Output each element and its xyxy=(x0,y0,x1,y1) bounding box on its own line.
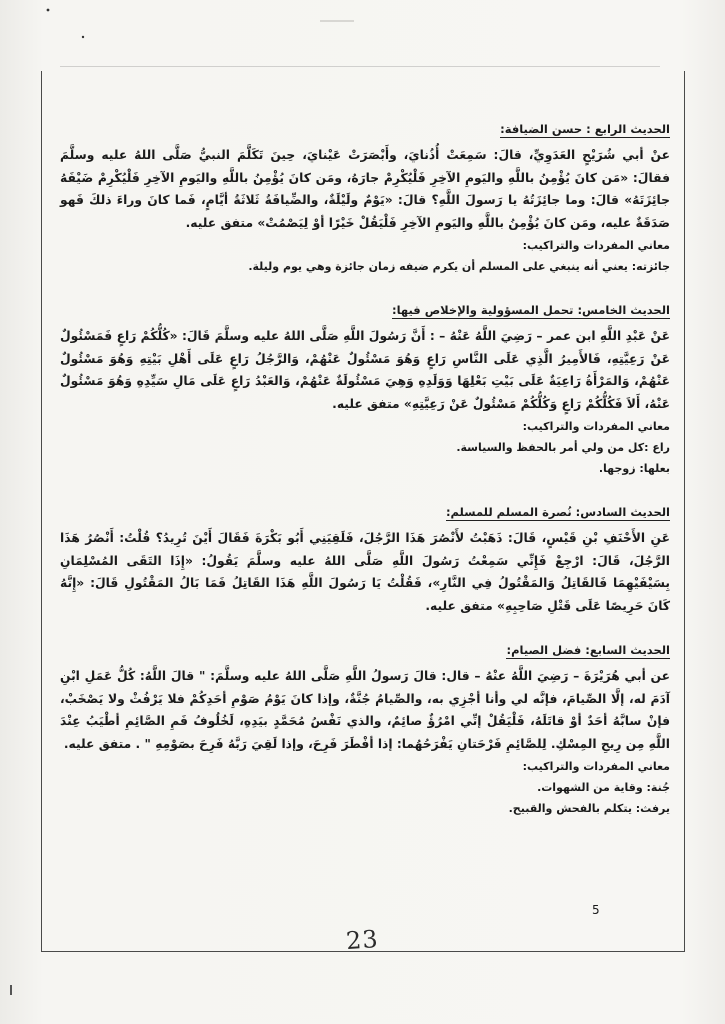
page-number: 5 xyxy=(592,903,600,917)
section-gap xyxy=(60,479,670,501)
hadith-6-heading: الحديث السادس: نُصرة المسلم للمسلم: xyxy=(445,505,670,519)
document-body xyxy=(60,118,670,819)
speck xyxy=(320,20,354,22)
hadith-7-heading: الحديث السابع: فضل الصيام: xyxy=(506,643,670,657)
hadith-7-section xyxy=(60,639,670,819)
hadith-6-text: عَنِ الأَحْنَفِ بْنِ قَيْسٍ، قَالَ: ذَهَبْتُ لأَنْصُرَ هَذَا الرَّجُلَ، فَلَقِيَنِي أَبُو بَكْرَةَ فَقَالَ أَيْنَ تُرِيدُ؟ قُلْتُ: أَنْصُرُ هَذَا الرَّجُلَ، قَالَ: ارْجِعْ فَإِنِّي سَمِعْتُ رَسُولَ اللَّهِ صَلَّى اللهُ عليه وسلَّمَ يَقُولُ: «إِذَا التَقَى المُسْلِمَانِ بِسَيْفَيْهِمَا فَالقَاتِلُ وَالمَقْتُولُ فِي النَّارِ»، فَقُلْتُ يَا رَسُولَ اللَّهِ هَذَا القَاتِلُ فَمَا بَالُ المَقْتُولِ قَالَ: «إِنَّهُ كَانَ حَرِيصًا عَلَى قَتْلِ صَاحِبِهِ» متفق عليه. xyxy=(60,531,670,613)
section-gap xyxy=(60,617,670,639)
top-rule xyxy=(60,66,660,67)
hadith-4-heading: الحديث الرابع : حسن الضيافة: xyxy=(500,122,670,136)
hadith-5-vocab-heading: معاني المفردات والتراكيب: xyxy=(522,420,670,433)
speck xyxy=(10,985,12,995)
hadith-4-text: عنْ أبي شُرَيْحٍ العَدَوِيِّ، قالَ: سَمِعَتْ أُذُنايَ، وأَبْصَرَتْ عَيْنايَ، حِينَ تَكَلَّمَ النبيُّ صَلَّى اللهُ عليه وسلَّمَ فقالَ: «مَن كانَ يُؤْمِنُ باللَّهِ واليَومِ الآخِرِ فَلْيُكْرِمْ جارَهُ، ومَن كانَ يُؤْمِنُ باللَّهِ واليَومِ الآخِرِ فَلْيُكْرِمْ ضَيْفَهُ جائِزَتَهُ» قالَ: وما جائِزَتُهُ يا رَسولَ اللَّهِ؟ قالَ: «يَوْمٌ ولَيْلَةٌ، والضِّيافَةُ ثَلاثَةُ أيَّامٍ، فَما كانَ وراءَ ذلكَ فَهو صَدَقَةٌ عليه، ومَن كانَ يُؤْمِنُ باللَّهِ واليَومِ الآخِرِ فَلْيَقُلْ خَيْرًا أوْ لِيَصْمُتْ» متفق عليه. xyxy=(60,148,670,230)
section-gap xyxy=(60,277,670,299)
hadith-4-section xyxy=(60,118,670,277)
handwritten-page-number: 23 xyxy=(345,924,380,956)
hadith-5-section xyxy=(60,299,670,479)
hadith-5-heading: الحديث الخامس: تحمل المسؤولية والإخلاص فيها: xyxy=(391,303,670,317)
hadith-7-vocab-item: يرفث: يتكلم بالفحش والقبيح. xyxy=(508,802,670,815)
hadith-4-vocab-item: جائزته: يعني أنه ينبغي على المسلم أن يكرم ضيفه زمان جائزة وهي يوم وليلة. xyxy=(248,260,670,273)
speck xyxy=(82,36,84,38)
hadith-6-section xyxy=(60,501,670,617)
speck xyxy=(47,9,50,12)
hadith-7-vocab-item: جُنة: وقاية من الشهوات. xyxy=(537,781,670,794)
hadith-7-text: عن أبي هُرَيْرَةَ – رَضِيَ اللَّهُ عنْهُ – قال: قالَ رَسولُ اللَّهِ صَلَّى اللهُ عليه وسلَّمَ: " قالَ اللَّهُ: كُلُّ عَمَلِ ابْنِ آدَمَ له، إلَّا الصِّيامَ، فإنَّه لي وأنا أجْزِي به، والصِّيامُ جُنَّةٌ، وإذا كانَ يَوْمُ صَوْمِ أحَدِكُمْ فلا يَرْفُثْ ولا يَصْخَبْ، فإنْ سابَّهُ أحَدٌ أوْ قاتَلَهُ، فَلْيَقُلْ إنِّي امْرُؤٌ صائِمٌ، والذي نَفْسُ مُحَمَّدٍ بيَدِهِ، لَخُلُوفُ فَمِ الصَّائِمِ أطْيَبُ عِنْدَ اللَّهِ مِن رِيحِ المِسْكِ. لِلصَّائِمِ فَرْحَتانِ يَفْرَحُهُما: إذا أفْطَرَ فَرِحَ، وإذا لَقِيَ رَبَّهُ فَرِحَ بصَوْمِهِ " . متفق عليه. xyxy=(60,669,670,751)
hadith-7-vocab-heading: معاني المفردات والتراكيب: xyxy=(522,760,670,773)
hadith-5-text: عَنْ عَبْدِ اللَّهِ ابن عمر – رَضِيَ اللَّهُ عَنْهُ – : أَنَّ رَسُولَ اللَّهِ صَلَّى اللهُ عليه وسلَّمَ قَالَ: «كُلُّكُمْ رَاعٍ فَمَسْئُولٌ عَنْ رَعِيَّتِهِ، فَالأَمِيرُ الَّذِي عَلَى النَّاسِ رَاعٍ وَهُوَ مَسْئُولٌ عَنْهُمْ، وَالرَّجُلُ رَاعٍ عَلَى أَهْلِ بَيْتِهِ وَهُوَ مَسْئُولٌ عَنْهُمْ، وَالمَرْأَةُ رَاعِيَةٌ عَلَى بَيْتِ بَعْلِهَا وَوَلَدِهِ وَهِيَ مَسْئُولَةٌ عَنْهُمْ، وَالعَبْدُ رَاعٍ عَلَى مَالِ سَيِّدِهِ وَهُوَ مَسْئُولٌ عَنْهُ، أَلاَ فَكُلُّكُمْ رَاعٍ وَكُلُّكُمْ مَسْئُولٌ عَنْ رَعِيَّتِهِ» متفق عليه. xyxy=(60,329,670,411)
hadith-5-vocab-item: بعلها: زوجها. xyxy=(598,462,670,475)
hadith-5-vocab-item: راع :كل من ولي أمر بالحفظ والسياسة. xyxy=(456,441,670,454)
hadith-4-vocab-heading: معاني المفردات والتراكيب: xyxy=(522,239,670,252)
